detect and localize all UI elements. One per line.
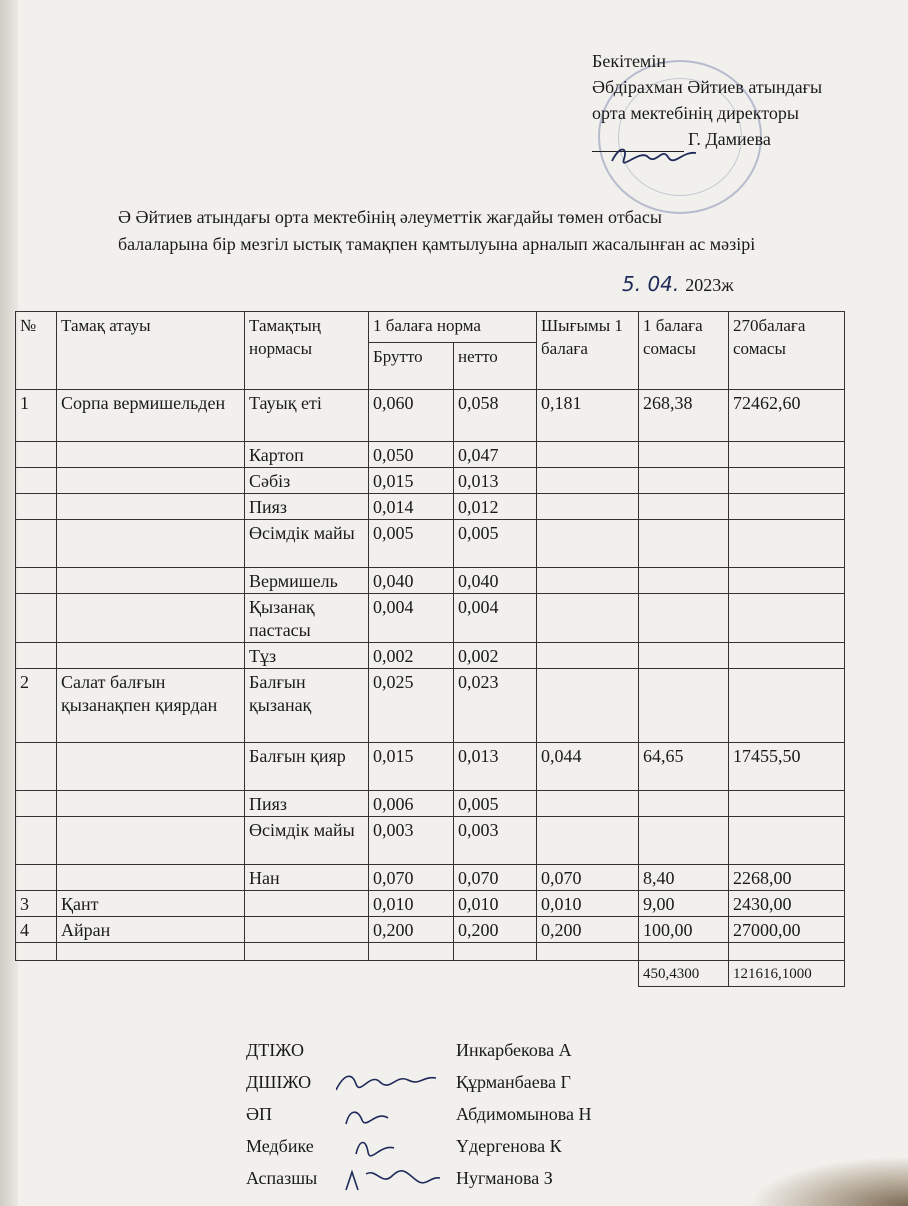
director-signature xyxy=(592,151,684,152)
signature-role: ДШІЖО xyxy=(246,1072,312,1092)
cell-dish xyxy=(57,468,245,494)
cell-ingredient: Өсімдік майы xyxy=(245,817,369,865)
cell-brutto: 0,015 xyxy=(369,468,454,494)
cell-dish: Айран xyxy=(57,917,245,943)
cell-ingredient: Картоп xyxy=(245,442,369,468)
cell-cost xyxy=(537,594,639,643)
cell-netto: 0,010 xyxy=(454,891,537,917)
cell-ingredient: Сәбіз xyxy=(245,468,369,494)
cell-num xyxy=(16,494,57,520)
table-row xyxy=(16,520,845,568)
header-per-child-norm: 1 балаға норма xyxy=(369,312,537,343)
cell-dish xyxy=(57,594,245,643)
table-row xyxy=(16,917,845,943)
cell-cost: 0,010 xyxy=(537,891,639,917)
cell-netto: 0,058 xyxy=(454,390,537,442)
cell-cost: 0,200 xyxy=(537,917,639,943)
cell-dish xyxy=(57,520,245,568)
cell-num: 1 xyxy=(16,390,57,442)
table-row xyxy=(16,594,845,643)
cell-ingredient: Нан xyxy=(245,865,369,891)
cell-cost: 0,181 xyxy=(537,390,639,442)
table-row xyxy=(16,568,845,594)
signature-role: ДТІЖО xyxy=(246,1040,304,1060)
cell-total xyxy=(729,520,845,568)
cell-ingredient xyxy=(245,891,369,917)
document-date xyxy=(622,272,734,296)
table-row xyxy=(16,791,845,817)
cell-num xyxy=(16,743,57,791)
cell-dish xyxy=(57,494,245,520)
cell-netto: 0,005 xyxy=(454,791,537,817)
cell-brutto: 0,006 xyxy=(369,791,454,817)
cell-cost xyxy=(537,943,639,961)
cell-brutto: 0,025 xyxy=(369,669,454,743)
cell-ingredient xyxy=(245,943,369,961)
header-cost: Шығымы 1 балаға xyxy=(537,312,639,390)
cell-total xyxy=(729,568,845,594)
signature-row xyxy=(246,1066,646,1098)
cell-num xyxy=(16,520,57,568)
header-dish: Тамақ атауы xyxy=(57,312,245,390)
cell-dish xyxy=(57,943,245,961)
cell-num xyxy=(16,817,57,865)
table-row xyxy=(16,442,845,468)
approval-line2: Әбдірахман Әйтиев атындағы xyxy=(592,77,823,97)
signature-name: Нугманова З xyxy=(456,1168,553,1188)
signature-name: Инкарбекова А xyxy=(456,1040,572,1060)
cell-netto: 0,003 xyxy=(454,817,537,865)
cell-total xyxy=(729,817,845,865)
cell-total xyxy=(729,643,845,669)
cell-cost xyxy=(537,817,639,865)
document-title xyxy=(118,204,755,258)
cell-netto xyxy=(454,943,537,961)
cell-per-child xyxy=(639,594,729,643)
table-row xyxy=(16,743,845,791)
cell-per-child xyxy=(639,643,729,669)
signature-row xyxy=(246,1034,646,1066)
cell-brutto: 0,003 xyxy=(369,817,454,865)
cell-per-child xyxy=(639,442,729,468)
signature-role: Медбике xyxy=(246,1136,314,1156)
totals-total: 121616,1000 xyxy=(729,961,845,987)
cell-netto: 0,013 xyxy=(454,468,537,494)
cell-cost xyxy=(537,669,639,743)
header-per-child-sum: 1 балаға сомасы xyxy=(639,312,729,390)
cell-dish xyxy=(57,743,245,791)
signature-role: Аспазшы xyxy=(246,1168,318,1188)
approval-line1: Бекітемін xyxy=(592,51,666,71)
cell-total xyxy=(729,791,845,817)
table-row xyxy=(16,494,845,520)
approval-line3: орта мектебінің директоры xyxy=(592,103,800,123)
cell-dish xyxy=(57,791,245,817)
cell-total: 27000,00 xyxy=(729,917,845,943)
approval-block xyxy=(592,48,822,152)
cell-per-child: 9,00 xyxy=(639,891,729,917)
totals-empty-cell xyxy=(537,961,639,987)
table-row xyxy=(16,891,845,917)
totals-row xyxy=(16,961,845,987)
menu-table xyxy=(15,311,845,987)
table-row xyxy=(16,943,845,961)
cell-dish: Салат балғын қызанақпен қиярдан xyxy=(57,669,245,743)
cell-per-child xyxy=(639,520,729,568)
table-body xyxy=(16,390,845,987)
table-row xyxy=(16,643,845,669)
table-row xyxy=(16,817,845,865)
header-brutto: Брутто xyxy=(369,343,454,390)
cell-total xyxy=(729,442,845,468)
cell-dish xyxy=(57,817,245,865)
cell-netto: 0,047 xyxy=(454,442,537,468)
cell-per-child xyxy=(639,817,729,865)
cell-brutto: 0,014 xyxy=(369,494,454,520)
cell-total: 17455,50 xyxy=(729,743,845,791)
cell-per-child xyxy=(639,468,729,494)
signature-row xyxy=(246,1162,646,1194)
cell-total: 2430,00 xyxy=(729,891,845,917)
handwritten-signature xyxy=(336,1166,446,1196)
cell-brutto: 0,002 xyxy=(369,643,454,669)
cell-ingredient: Қызанақ пастасы xyxy=(245,594,369,643)
cell-ingredient xyxy=(245,917,369,943)
handwritten-signature xyxy=(336,1134,446,1164)
title-line2: балаларына бір мезгіл ыстық тамақпен қамтылуына арналып жасалынған ас мәзірі xyxy=(118,234,756,254)
cell-brutto: 0,005 xyxy=(369,520,454,568)
cell-netto: 0,200 xyxy=(454,917,537,943)
table-row xyxy=(16,468,845,494)
cell-num xyxy=(16,568,57,594)
cell-cost xyxy=(537,568,639,594)
table-row xyxy=(16,669,845,743)
cell-dish: Сорпа вермишельден xyxy=(57,390,245,442)
cell-dish xyxy=(57,442,245,468)
cell-netto: 0,070 xyxy=(454,865,537,891)
cell-brutto: 0,200 xyxy=(369,917,454,943)
signature-role: ӘП xyxy=(246,1104,272,1124)
cell-brutto: 0,004 xyxy=(369,594,454,643)
cell-num xyxy=(16,468,57,494)
totals-empty-cell xyxy=(369,961,454,987)
date-printed: 2023ж xyxy=(685,275,734,295)
cell-dish: Қант xyxy=(57,891,245,917)
cell-cost xyxy=(537,520,639,568)
cell-cost: 0,044 xyxy=(537,743,639,791)
cell-per-child xyxy=(639,494,729,520)
director-name: Г. Дамиева xyxy=(688,129,771,149)
cell-brutto: 0,040 xyxy=(369,568,454,594)
cell-total xyxy=(729,669,845,743)
table-row xyxy=(16,865,845,891)
totals-empty-cell xyxy=(454,961,537,987)
cell-netto: 0,023 xyxy=(454,669,537,743)
cell-num: 4 xyxy=(16,917,57,943)
cell-per-child: 64,65 xyxy=(639,743,729,791)
header-norm: Тамақтың нормасы xyxy=(245,312,369,390)
cell-brutto: 0,010 xyxy=(369,891,454,917)
cell-num xyxy=(16,865,57,891)
signature-name: Құрманбаева Г xyxy=(456,1072,571,1092)
cell-cost xyxy=(537,468,639,494)
date-handwritten: 5. 04. xyxy=(622,272,680,296)
cell-num xyxy=(16,943,57,961)
handwritten-signature xyxy=(336,1070,446,1100)
totals-per-child: 450,4300 xyxy=(639,961,729,987)
cell-num xyxy=(16,791,57,817)
cell-netto: 0,002 xyxy=(454,643,537,669)
cell-netto: 0,040 xyxy=(454,568,537,594)
cell-num xyxy=(16,442,57,468)
cell-ingredient: Пияз xyxy=(245,791,369,817)
cell-netto: 0,012 xyxy=(454,494,537,520)
cell-total xyxy=(729,468,845,494)
cell-per-child xyxy=(639,669,729,743)
header-netto: нетто xyxy=(454,343,537,390)
cell-brutto: 0,060 xyxy=(369,390,454,442)
cell-per-child: 268,38 xyxy=(639,390,729,442)
totals-empty-cell xyxy=(57,961,245,987)
cell-num xyxy=(16,643,57,669)
signature-block xyxy=(246,1034,646,1194)
cell-per-child: 100,00 xyxy=(639,917,729,943)
cell-per-child xyxy=(639,791,729,817)
cell-cost xyxy=(537,643,639,669)
cell-num: 2 xyxy=(16,669,57,743)
cell-ingredient: Балғын қызанақ xyxy=(245,669,369,743)
cell-per-child: 8,40 xyxy=(639,865,729,891)
table-row xyxy=(16,390,845,442)
cell-netto: 0,013 xyxy=(454,743,537,791)
cell-brutto: 0,050 xyxy=(369,442,454,468)
cell-ingredient: Балғын қияр xyxy=(245,743,369,791)
cell-cost: 0,070 xyxy=(537,865,639,891)
cell-brutto xyxy=(369,943,454,961)
signature-name: Абдимомынова Н xyxy=(456,1104,592,1124)
cell-dish xyxy=(57,643,245,669)
cell-ingredient: Тауық еті xyxy=(245,390,369,442)
cell-cost xyxy=(537,791,639,817)
totals-empty-cell xyxy=(16,961,57,987)
cell-ingredient: Өсімдік майы xyxy=(245,520,369,568)
signature-name: Үдергенова К xyxy=(456,1136,562,1156)
cell-total: 2268,00 xyxy=(729,865,845,891)
cell-total xyxy=(729,494,845,520)
cell-netto: 0,005 xyxy=(454,520,537,568)
signature-row xyxy=(246,1098,646,1130)
cell-num xyxy=(16,594,57,643)
cell-cost xyxy=(537,442,639,468)
cell-per-child xyxy=(639,568,729,594)
cell-num: 3 xyxy=(16,891,57,917)
header-total-sum: 270балаға сомасы xyxy=(729,312,845,390)
photo-shadow xyxy=(748,1156,908,1206)
title-line1: Ә Әйтиев атындағы орта мектебінің әлеуметтік жағдайы төмен отбасы xyxy=(118,207,662,227)
cell-dish xyxy=(57,568,245,594)
cell-total xyxy=(729,594,845,643)
cell-per-child xyxy=(639,943,729,961)
totals-empty-cell xyxy=(245,961,369,987)
table-header-row xyxy=(16,312,845,343)
director-signature-mark xyxy=(610,143,702,169)
cell-total xyxy=(729,943,845,961)
cell-dish xyxy=(57,865,245,891)
cell-brutto: 0,070 xyxy=(369,865,454,891)
cell-total: 72462,60 xyxy=(729,390,845,442)
cell-ingredient: Тұз xyxy=(245,643,369,669)
cell-ingredient: Пияз xyxy=(245,494,369,520)
header-num: № xyxy=(16,312,57,390)
cell-netto: 0,004 xyxy=(454,594,537,643)
cell-cost xyxy=(537,494,639,520)
signature-row xyxy=(246,1130,646,1162)
cell-ingredient: Вермишель xyxy=(245,568,369,594)
cell-brutto: 0,015 xyxy=(369,743,454,791)
handwritten-signature xyxy=(336,1102,446,1132)
